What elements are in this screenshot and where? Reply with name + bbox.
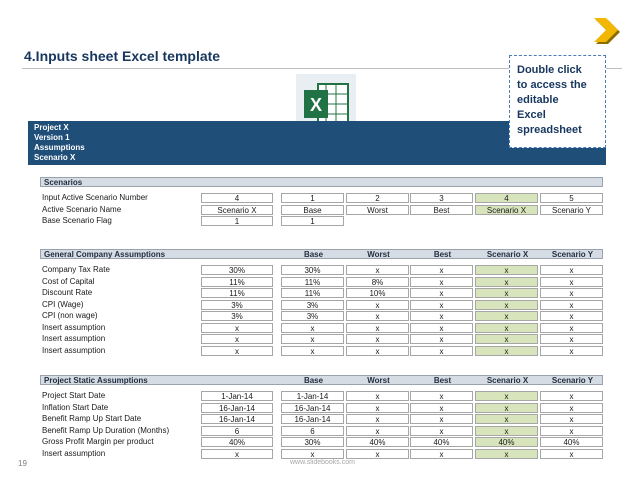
value-cell[interactable]: x: [475, 265, 538, 275]
value-cell[interactable]: 16-Jan-14: [281, 414, 344, 424]
value-cell[interactable]: x: [346, 426, 409, 436]
input-cell[interactable]: x: [201, 323, 273, 333]
value-cell[interactable]: x: [540, 346, 603, 356]
value-cell[interactable]: x: [540, 288, 603, 298]
value-cell[interactable]: x: [346, 265, 409, 275]
value-cell[interactable]: x: [410, 300, 473, 310]
value-cell[interactable]: 3%: [281, 300, 344, 310]
input-cell[interactable]: x: [201, 346, 273, 356]
band-scenario: Scenario X: [34, 153, 76, 162]
band-project: Project X: [34, 123, 69, 132]
value-cell[interactable]: x: [346, 391, 409, 401]
value-cell[interactable]: 1: [281, 193, 344, 203]
value-cell[interactable]: x: [346, 346, 409, 356]
input-cell[interactable]: 3%: [201, 311, 273, 321]
value-cell[interactable]: 6: [281, 426, 344, 436]
value-cell[interactable]: x: [410, 323, 473, 333]
value-cell[interactable]: 40%: [540, 437, 603, 447]
row-label: CPI (Wage): [42, 299, 84, 309]
column-header: Scenario Y: [551, 250, 594, 259]
value-cell[interactable]: x: [346, 403, 409, 413]
column-header: Best: [433, 250, 452, 259]
band-assumptions: Assumptions: [34, 143, 85, 152]
value-cell[interactable]: x: [540, 403, 603, 413]
value-cell[interactable]: x: [475, 391, 538, 401]
input-cell[interactable]: 1-Jan-14: [201, 391, 273, 401]
value-cell[interactable]: x: [475, 414, 538, 424]
value-cell[interactable]: Base: [281, 205, 344, 215]
value-cell[interactable]: x: [475, 311, 538, 321]
value-cell[interactable]: x: [410, 426, 473, 436]
value-cell[interactable]: x: [540, 334, 603, 344]
value-cell[interactable]: x: [540, 277, 603, 287]
row-label: Company Tax Rate: [42, 265, 110, 274]
value-cell[interactable]: x: [475, 449, 538, 459]
row-label: Benefit Ramp Up Start Date: [42, 414, 142, 423]
value-cell[interactable]: x: [410, 346, 473, 356]
value-cell[interactable]: x: [540, 391, 603, 401]
general-header: [40, 249, 603, 259]
value-cell[interactable]: x: [475, 277, 538, 287]
callout-line: Double click: [517, 64, 582, 76]
column-header: Scenario X: [486, 376, 529, 385]
section-title: Scenarios: [44, 178, 83, 187]
row-label: Inflation Start Date: [42, 402, 109, 412]
column-header: Base: [303, 376, 324, 385]
value-cell[interactable]: 1: [281, 216, 344, 226]
section-title: General Company Assumptions: [44, 250, 166, 259]
band-version: Version 1: [34, 133, 70, 142]
row-label: Active Scenario Name: [42, 204, 122, 214]
value-cell[interactable]: Worst: [346, 205, 409, 215]
section-title: Project Static Assumptions: [44, 376, 148, 385]
value-cell[interactable]: 40%: [346, 437, 409, 447]
value-cell[interactable]: 1-Jan-14: [281, 391, 344, 401]
value-cell[interactable]: 4: [475, 193, 538, 203]
row-label: Insert assumption: [42, 345, 106, 355]
value-cell[interactable]: x: [410, 334, 473, 344]
value-cell[interactable]: x: [346, 323, 409, 333]
input-cell[interactable]: x: [201, 449, 273, 459]
row-label: Input Active Scenario Number: [42, 193, 148, 202]
value-cell[interactable]: x: [540, 300, 603, 310]
input-cell[interactable]: 16-Jan-14: [201, 414, 273, 424]
input-cell[interactable]: 6: [201, 426, 273, 436]
value-cell[interactable]: 30%: [281, 265, 344, 275]
value-cell[interactable]: x: [540, 414, 603, 424]
value-cell[interactable]: 8%: [346, 277, 409, 287]
value-cell[interactable]: x: [540, 323, 603, 333]
value-cell[interactable]: x: [540, 449, 603, 459]
row-label: Insert assumption: [42, 322, 106, 332]
value-cell[interactable]: 16-Jan-14: [281, 403, 344, 413]
value-cell[interactable]: x: [346, 311, 409, 321]
value-cell[interactable]: x: [410, 265, 473, 275]
value-cell[interactable]: 3%: [281, 311, 344, 321]
value-cell[interactable]: Scenario Y: [540, 205, 603, 215]
slide-title: 4.Inputs sheet Excel template: [24, 48, 221, 64]
column-header: Best: [433, 376, 452, 385]
row-label: Cost of Capital: [42, 276, 95, 286]
value-cell[interactable]: x: [281, 334, 344, 344]
value-cell[interactable]: x: [540, 265, 603, 275]
column-header: Worst: [367, 376, 390, 385]
static-header: [40, 375, 603, 385]
value-cell[interactable]: x: [540, 426, 603, 436]
input-cell[interactable]: 40%: [201, 437, 273, 447]
column-header: Worst: [367, 250, 390, 259]
value-cell[interactable]: x: [475, 334, 538, 344]
value-cell[interactable]: 3: [410, 193, 473, 203]
scenarios-header: [40, 177, 603, 187]
callout-box[interactable]: [509, 55, 606, 148]
value-cell[interactable]: 40%: [410, 437, 473, 447]
callout-line: editable: [517, 94, 559, 106]
column-header: Scenario Y: [551, 376, 594, 385]
callout-line: spreadsheet: [517, 124, 582, 136]
input-cell[interactable]: 16-Jan-14: [201, 403, 273, 413]
value-cell[interactable]: x: [410, 414, 473, 424]
value-cell[interactable]: 10%: [346, 288, 409, 298]
row-label: Base Scenario Flag: [42, 216, 112, 225]
input-cell[interactable]: 11%: [201, 277, 273, 287]
column-header: Scenario X: [486, 250, 529, 259]
page-number: 19: [18, 459, 27, 468]
value-cell[interactable]: 2: [346, 193, 409, 203]
value-cell[interactable]: x: [410, 288, 473, 298]
input-cell[interactable]: 4: [201, 193, 273, 203]
value-cell[interactable]: x: [475, 300, 538, 310]
value-cell[interactable]: x: [410, 449, 473, 459]
value-cell[interactable]: x: [475, 426, 538, 436]
row-label: Project Start Date: [42, 391, 106, 400]
input-cell[interactable]: 11%: [201, 288, 273, 298]
value-cell[interactable]: x: [346, 300, 409, 310]
value-cell[interactable]: x: [540, 311, 603, 321]
value-cell[interactable]: x: [410, 277, 473, 287]
input-cell[interactable]: 3%: [201, 300, 273, 310]
value-cell[interactable]: x: [346, 414, 409, 424]
value-cell[interactable]: x: [410, 403, 473, 413]
svg-text:X: X: [309, 95, 323, 115]
value-cell[interactable]: x: [346, 334, 409, 344]
value-cell[interactable]: x: [281, 323, 344, 333]
value-cell[interactable]: x: [475, 288, 538, 298]
input-cell[interactable]: Scenario X: [201, 205, 273, 215]
value-cell[interactable]: x: [346, 449, 409, 459]
website-url: www.slidebooks.com: [290, 459, 355, 466]
input-cell[interactable]: 30%: [201, 265, 273, 275]
callout-line: to access the: [517, 79, 587, 91]
row-label: Benefit Ramp Up Duration (Months): [42, 425, 170, 435]
value-cell[interactable]: x: [410, 311, 473, 321]
value-cell[interactable]: x: [281, 346, 344, 356]
value-cell[interactable]: 11%: [281, 288, 344, 298]
next-arrow-icon[interactable]: [594, 16, 622, 48]
value-cell[interactable]: x: [410, 391, 473, 401]
value-cell[interactable]: x: [475, 403, 538, 413]
value-cell[interactable]: 30%: [281, 437, 344, 447]
value-cell[interactable]: Scenario X: [475, 205, 538, 215]
value-cell[interactable]: 5: [540, 193, 603, 203]
column-header: Base: [303, 250, 324, 259]
input-cell[interactable]: 1: [201, 216, 273, 226]
value-cell[interactable]: 40%: [475, 437, 538, 447]
row-label: Insert assumption: [42, 334, 106, 343]
value-cell[interactable]: x: [475, 346, 538, 356]
value-cell[interactable]: 11%: [281, 277, 344, 287]
value-cell[interactable]: x: [475, 323, 538, 333]
row-label: Insert assumption: [42, 448, 106, 458]
value-cell[interactable]: x: [281, 449, 344, 459]
row-label: Discount Rate: [42, 288, 93, 297]
callout-line: Excel: [517, 109, 546, 121]
input-cell[interactable]: x: [201, 334, 273, 344]
value-cell[interactable]: Best: [410, 205, 473, 215]
row-label: Gross Profit Margin per product: [42, 437, 154, 446]
row-label: CPI (non wage): [42, 311, 98, 320]
